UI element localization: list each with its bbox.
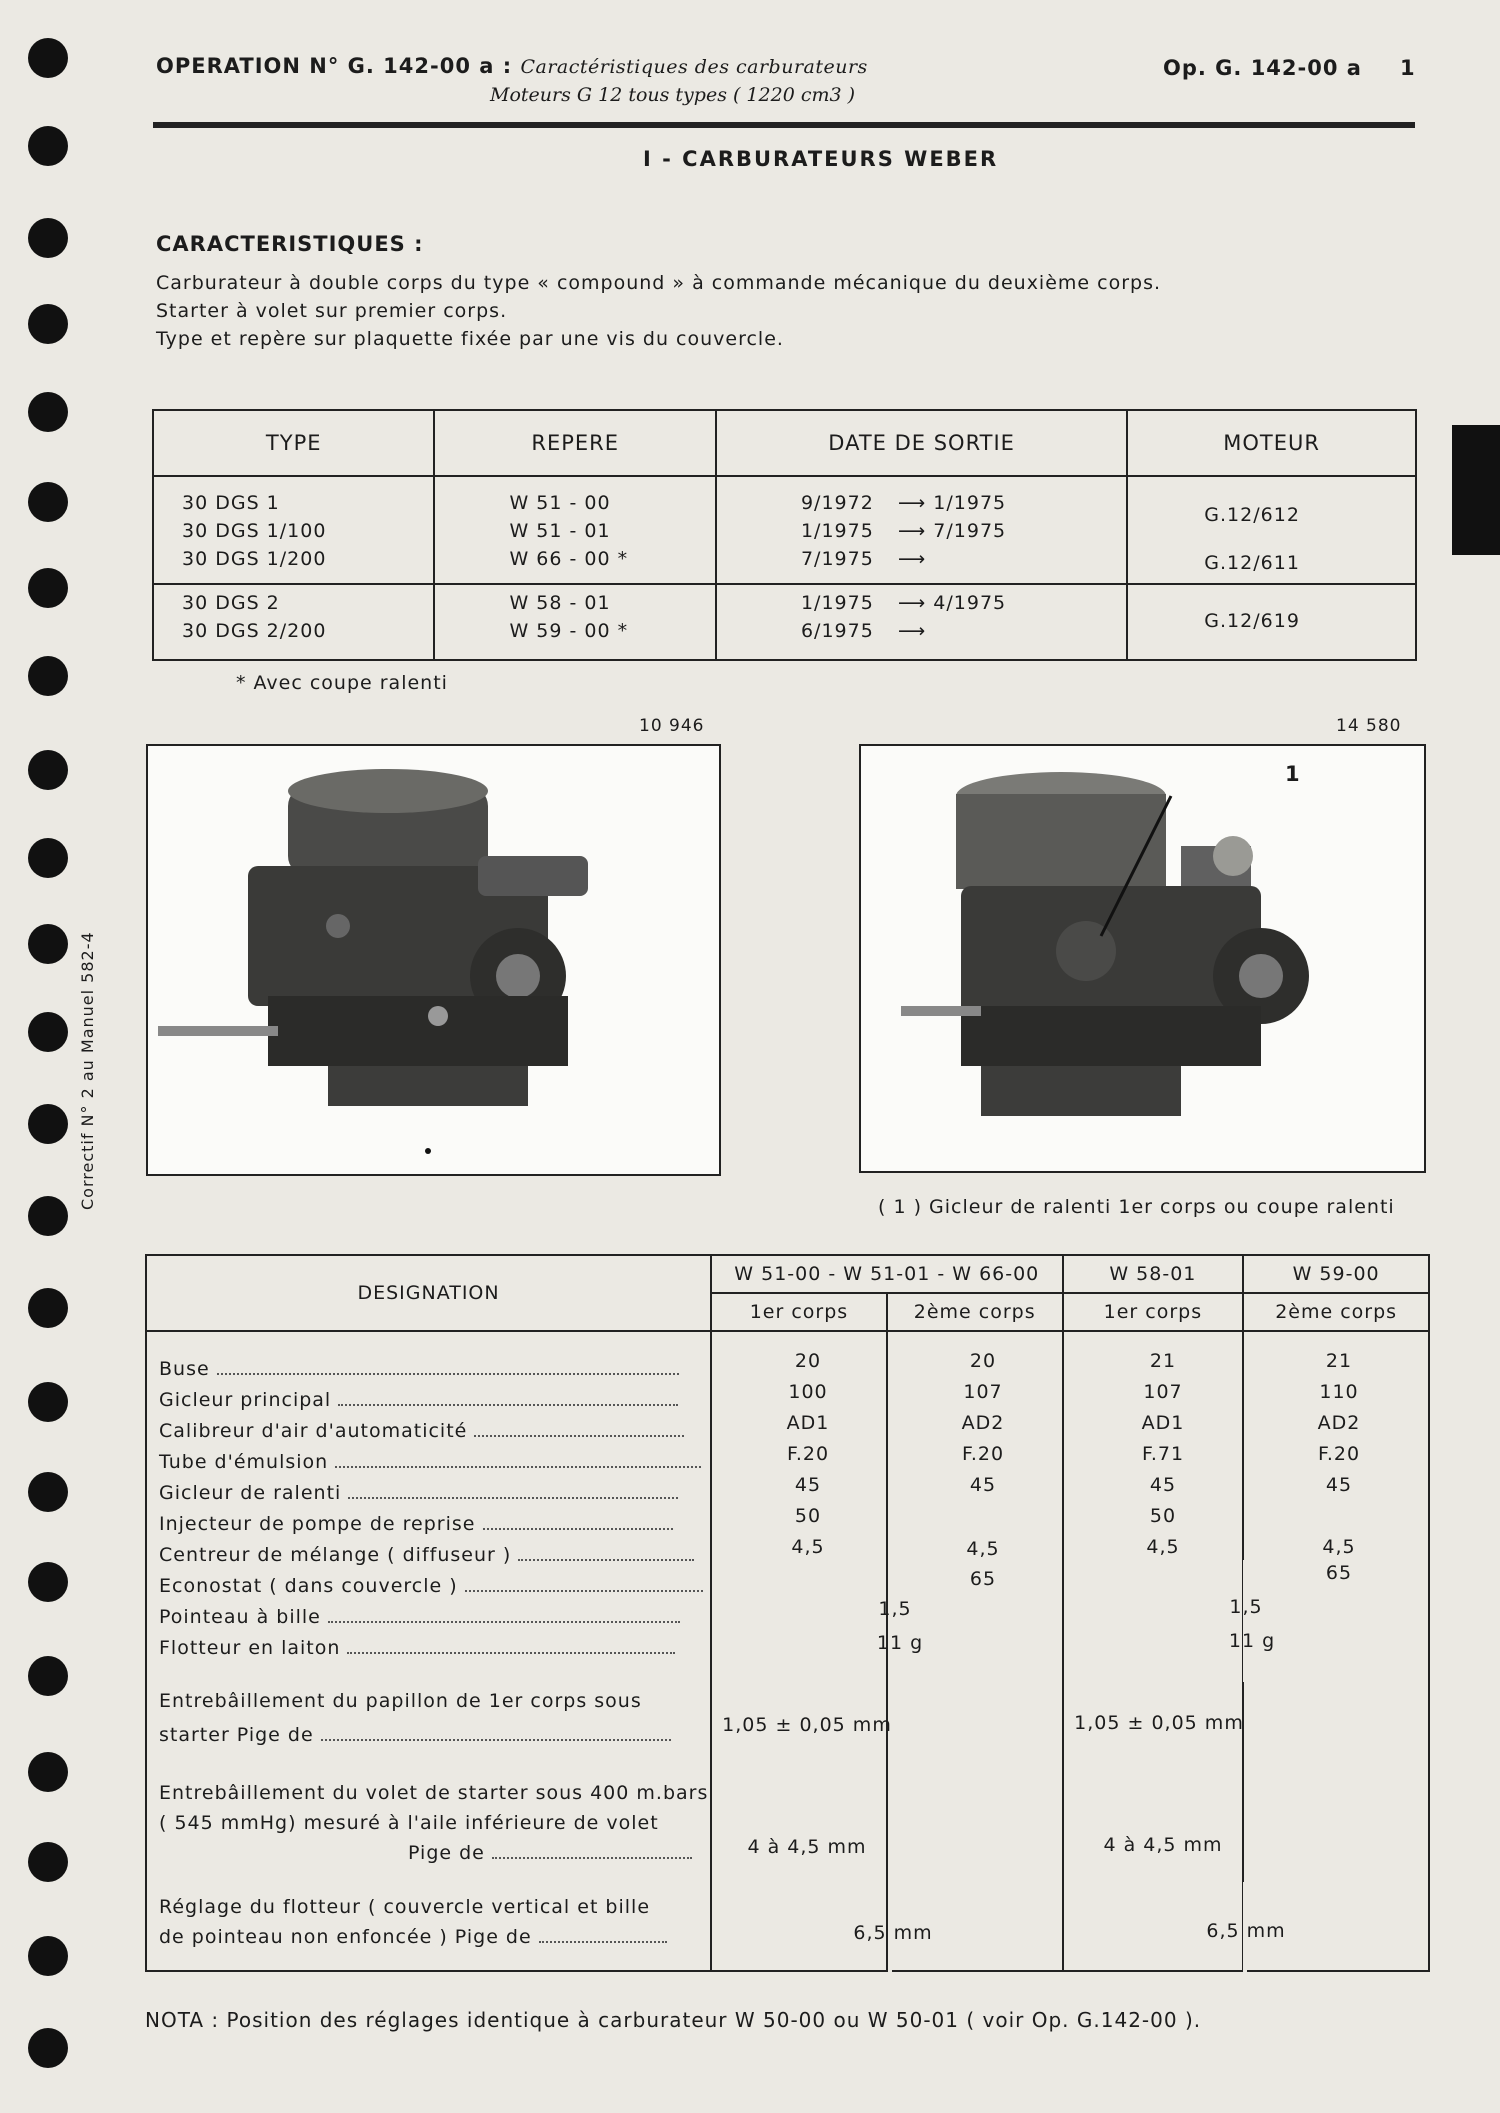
moteurs-group-1	[1127, 476, 1416, 584]
leader-dots	[492, 1843, 692, 1859]
value-cell: F.20	[1317, 1443, 1361, 1465]
designation-row-label: Entrebâillement du papillon de 1er corps sous	[159, 1690, 642, 1712]
value-cell: 50	[794, 1505, 822, 1527]
date-range: 1/1975 ⟶ 4/1975	[800, 592, 1007, 614]
leader-dots	[465, 1576, 703, 1592]
date-range: 1/1975 ⟶ 7/1975	[800, 520, 1007, 542]
corps-1-header: 1er corps	[1063, 1293, 1244, 1331]
binder-hole	[28, 1936, 68, 1976]
value-cell: 6,5 mm	[853, 1922, 933, 1944]
binder-hole	[28, 568, 68, 608]
operation-label: OPERATION N° G. 142-00 a :	[156, 54, 513, 78]
designation-header: DESIGNATION	[146, 1255, 711, 1331]
carburetor-photo-right	[859, 744, 1426, 1173]
col-header-type: TYPE	[153, 410, 434, 476]
type-cell: 30 DGS 2	[182, 592, 280, 614]
value-cell: 65	[969, 1568, 997, 1590]
header-subtitle-2: Moteurs G 12 tous types ( 1220 cm3 )	[490, 84, 856, 106]
designation-row-label: ( 545 mmHg) mesuré à l'aile inférieure de volet	[159, 1812, 659, 1834]
date-range: 7/1975 ⟶	[800, 548, 927, 570]
moteur-cell: G.12/619	[1204, 610, 1300, 632]
figure-caption: ( 1 ) Gicleur de ralenti 1er corps ou coupe ralenti	[878, 1196, 1395, 1218]
binder-hole	[28, 1752, 68, 1792]
value-cell: 107	[1143, 1381, 1183, 1403]
value-cell: 4 à 4,5 mm	[1103, 1834, 1223, 1856]
binder-hole	[28, 1382, 68, 1422]
arrow-icon: ⟶	[890, 620, 927, 642]
figure-number-right: 14 580	[1336, 716, 1402, 736]
leader-dots	[348, 1483, 678, 1499]
moteurs-group-2	[1127, 584, 1416, 660]
binder-hole	[28, 1012, 68, 1052]
value-cell: 100	[788, 1381, 828, 1403]
designation-row-label: Entrebâillement du volet de starter sous 400 m.bars	[159, 1782, 709, 1804]
types-group-2	[153, 584, 434, 660]
group-a-header: W 51-00 - W 51-01 - W 66-00	[711, 1255, 1062, 1293]
group-b2-header: W 59-00	[1243, 1255, 1429, 1293]
reperes-group-2	[434, 584, 716, 660]
value-cell: F.20	[961, 1443, 1005, 1465]
moteur-cell: G.12/612	[1204, 504, 1300, 526]
caracteristiques-heading: CARACTERISTIQUES :	[156, 232, 424, 256]
moteur-cell: G.12/611	[1204, 552, 1300, 574]
designation-row-label: starter Pige de	[159, 1724, 671, 1746]
value-cell: 110	[1319, 1381, 1359, 1403]
leader-dots	[328, 1607, 680, 1623]
page-number: 1	[1400, 56, 1415, 80]
leader-dots	[338, 1390, 678, 1406]
corps-2-header: 2ème corps	[887, 1293, 1063, 1331]
arrow-icon: ⟶	[890, 592, 934, 614]
carburetor-photo-left	[146, 744, 721, 1176]
designation-row-label: Gicleur de ralenti	[159, 1482, 678, 1504]
value-cell: 50	[1149, 1505, 1177, 1527]
value-cell: 1,5	[1229, 1596, 1263, 1618]
binder-hole	[28, 1562, 68, 1602]
value-cell: 11 g	[1228, 1630, 1276, 1652]
binder-hole	[28, 126, 68, 166]
designation-row-label: Gicleur principal	[159, 1389, 678, 1411]
value-cell: F.20	[786, 1443, 830, 1465]
value-cell: 21	[1149, 1350, 1177, 1372]
side-note: Correctif N° 2 au Manuel 582-4	[78, 931, 97, 1210]
section-title: I - CARBURATEURS WEBER	[643, 147, 999, 171]
section-tab-marker	[1452, 425, 1500, 555]
binder-hole	[28, 656, 68, 696]
group-b1-header: W 58-01	[1063, 1255, 1244, 1293]
value-cell: 21	[1325, 1350, 1353, 1372]
binder-hole	[28, 924, 68, 964]
value-cell: 1,5	[878, 1598, 912, 1620]
binder-hole	[28, 750, 68, 790]
value-cell: AD1	[1141, 1412, 1185, 1434]
leader-dots	[321, 1725, 671, 1741]
header-subtitle-1: Caractéristiques des carburateurs	[520, 56, 868, 78]
binder-hole	[28, 1472, 68, 1512]
value-cell: 45	[1149, 1474, 1177, 1496]
designation-row-label: de pointeau non enfoncée ) Pige de	[159, 1926, 667, 1948]
value-cell: 20	[794, 1350, 822, 1372]
col-header-moteur: MOTEUR	[1127, 410, 1416, 476]
leader-dots	[474, 1421, 684, 1437]
operation-reference: Op. G. 142-00 a	[1163, 56, 1362, 80]
value-cell: 4,5	[1146, 1536, 1180, 1558]
value-cell: 45	[1325, 1474, 1353, 1496]
value-cell: 4,5	[791, 1536, 825, 1558]
leader-dots	[518, 1545, 694, 1561]
value-cell: 11 g	[876, 1632, 924, 1654]
leader-dots	[483, 1514, 673, 1530]
value-cell: AD1	[786, 1412, 830, 1434]
binder-hole	[28, 1288, 68, 1328]
designation-row-label: Flotteur en laiton	[159, 1637, 675, 1659]
types-table	[152, 409, 1417, 661]
date-range: 9/1972 ⟶ 1/1975	[800, 492, 1007, 514]
types-group-1	[153, 476, 434, 584]
type-cell: 30 DGS 2/200	[182, 620, 327, 642]
arrow-icon: ⟶	[890, 548, 927, 570]
binder-hole	[28, 482, 68, 522]
caracteristiques-line: Carburateur à double corps du type « compound » à commande mécanique du deuxième corps.	[156, 272, 1162, 294]
designation-row-label: Pige de	[408, 1842, 692, 1864]
binder-hole	[28, 38, 68, 78]
binder-hole	[28, 392, 68, 432]
repere-cell: W 51 - 01	[509, 520, 611, 542]
reperes-group-1	[434, 476, 716, 584]
binder-hole	[28, 838, 68, 878]
figure-number-left: 10 946	[639, 716, 705, 736]
leader-dots	[347, 1638, 675, 1654]
arrow-icon: ⟶	[890, 520, 934, 542]
value-cell: 65	[1325, 1562, 1353, 1584]
value-cell: 107	[963, 1381, 1003, 1403]
dates-group-1	[716, 476, 1127, 584]
binder-hole	[28, 1656, 68, 1696]
leader-dots	[539, 1927, 667, 1943]
figure-callout: 1	[1285, 762, 1300, 786]
span-gap	[1243, 1560, 1247, 1596]
designation-row-label: Centreur de mélange ( diffuseur )	[159, 1544, 694, 1566]
caracteristiques-line: Type et repère sur plaquette fixée par une vis du couvercle.	[156, 328, 784, 350]
designation-row-label: Calibreur d'air d'automaticité	[159, 1420, 684, 1442]
binder-hole	[28, 218, 68, 258]
value-cell: 4,5	[1322, 1536, 1356, 1558]
carburetor-illustration	[861, 746, 1424, 1171]
binder-hole	[28, 1842, 68, 1882]
corps-1-header: 1er corps	[711, 1293, 887, 1331]
value-cell: 45	[794, 1474, 822, 1496]
caracteristiques-line: Starter à volet sur premier corps.	[156, 300, 508, 322]
designation-row-label: Injecteur de pompe de reprise	[159, 1513, 673, 1535]
designation-row-label: Réglage du flotteur ( couvercle vertical et bille	[159, 1896, 651, 1918]
header-rule	[153, 122, 1415, 128]
repere-cell: W 51 - 00	[509, 492, 611, 514]
repere-cell: W 59 - 00 *	[509, 620, 629, 642]
footnote: * Avec coupe ralenti	[236, 672, 448, 694]
binder-hole	[28, 304, 68, 344]
value-cell: 1,05 ± 0,05 mm	[722, 1714, 892, 1736]
value-cell: F.71	[1141, 1443, 1185, 1465]
date-range: 6/1975 ⟶	[800, 620, 927, 642]
type-cell: 30 DGS 1	[182, 492, 280, 514]
nota: NOTA : Position des réglages identique à carburateur W 50-00 ou W 50-01 ( voir Op. G.142-00 ).	[145, 2008, 1202, 2032]
designation-row-label: Econostat ( dans couvercle )	[159, 1575, 703, 1597]
col-header-repere: REPERE	[434, 410, 716, 476]
col-header-date: DATE DE SORTIE	[716, 410, 1127, 476]
value-cell: 4 à 4,5 mm	[747, 1836, 867, 1858]
binder-hole	[28, 2028, 68, 2068]
value-cell: 6,5 mm	[1206, 1920, 1286, 1942]
carburetor-illustration	[148, 746, 719, 1174]
leader-dots	[335, 1452, 701, 1468]
binder-hole	[28, 1196, 68, 1236]
value-cell: 20	[969, 1350, 997, 1372]
corps-2-header: 2ème corps	[1243, 1293, 1429, 1331]
value-cell: 4,5	[966, 1538, 1000, 1560]
value-cell: 45	[969, 1474, 997, 1496]
repere-cell: W 58 - 01	[509, 592, 611, 614]
dates-group-2	[716, 584, 1127, 660]
designation-row-label: Tube d'émulsion	[159, 1451, 701, 1473]
value-cell: 1,05 ± 0,05 mm	[1074, 1712, 1244, 1734]
type-cell: 30 DGS 1/100	[182, 520, 327, 542]
repere-cell: W 66 - 00 *	[509, 548, 629, 570]
binder-hole	[28, 1104, 68, 1144]
leader-dots	[217, 1359, 679, 1375]
value-cell: AD2	[1317, 1412, 1361, 1434]
type-cell: 30 DGS 1/200	[182, 548, 327, 570]
operation-number	[156, 54, 868, 78]
arrow-icon: ⟶	[890, 492, 934, 514]
designation-row-label: Pointeau à bille	[159, 1606, 680, 1628]
value-cell: AD2	[961, 1412, 1005, 1434]
designation-row-label: Buse	[159, 1358, 679, 1380]
